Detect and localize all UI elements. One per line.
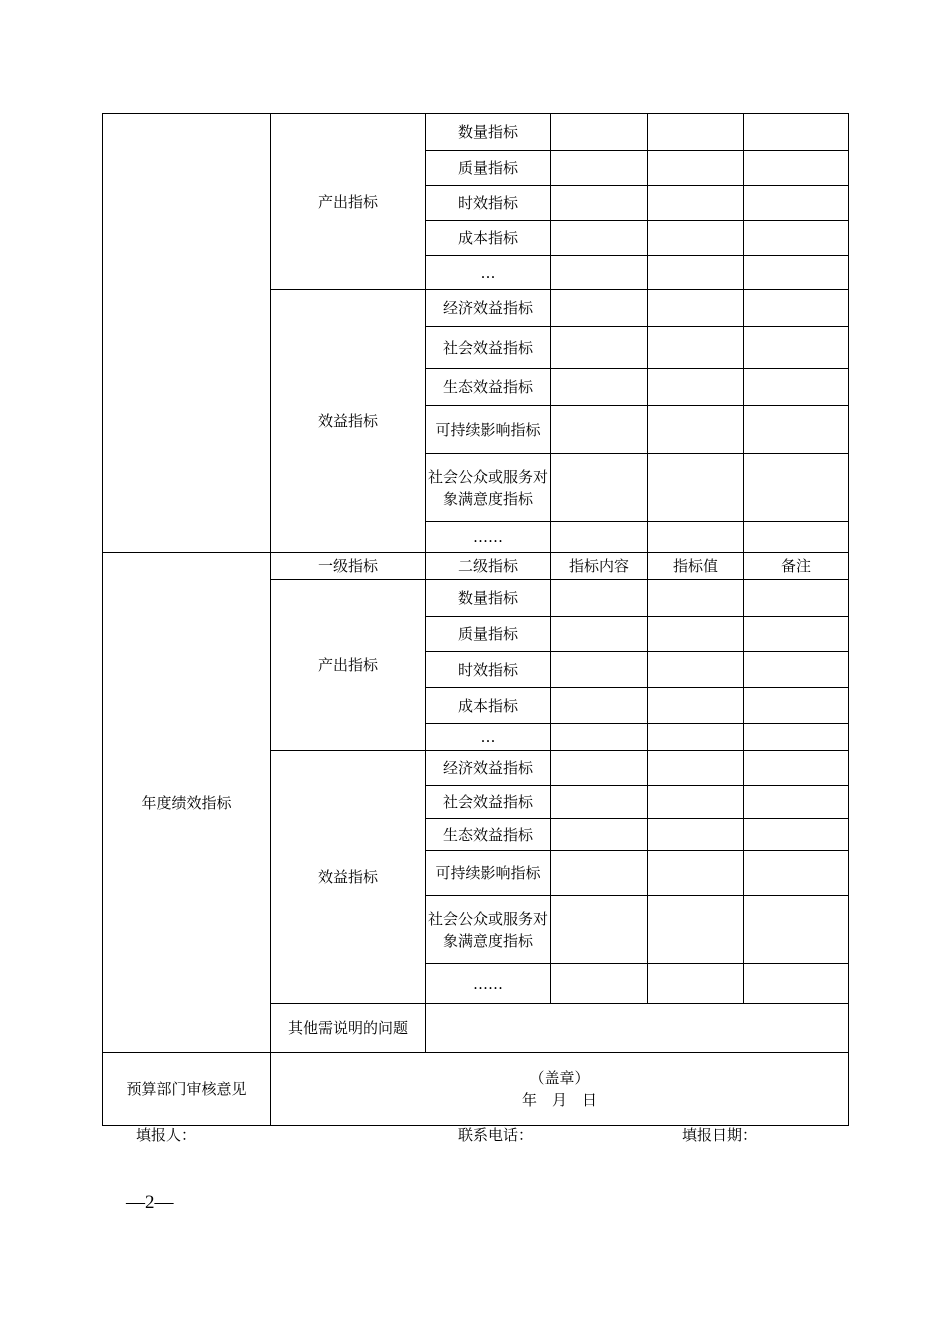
table-cell[interactable] [551, 964, 648, 1004]
other-issues-label: 其他需说明的问题 [271, 1004, 426, 1053]
table-cell[interactable] [744, 522, 849, 553]
section1-benefit-item: 生态效益指标 [426, 369, 551, 406]
header-level1: 一级指标 [271, 553, 426, 580]
table-cell[interactable] [744, 256, 849, 290]
seal-text: （盖章） [529, 1069, 590, 1087]
review-label: 预算部门审核意见 [103, 1053, 271, 1126]
header-level2: 二级指标 [426, 553, 551, 580]
section1-output-item: 时效指标 [426, 186, 551, 221]
table-cell[interactable] [551, 114, 648, 151]
table-cell[interactable] [648, 819, 744, 851]
section2-benefit-item: …… [426, 964, 551, 1004]
table-cell[interactable] [648, 186, 744, 221]
table-cell[interactable] [551, 896, 648, 964]
section2-title: 年度绩效指标 [103, 553, 271, 1053]
table-cell[interactable] [551, 221, 648, 256]
table-cell[interactable] [551, 652, 648, 688]
section1-benefit-label: 效益指标 [271, 290, 426, 553]
table-cell[interactable] [551, 186, 648, 221]
table-cell[interactable] [744, 652, 849, 688]
table-cell[interactable] [648, 786, 744, 819]
table-cell[interactable] [551, 751, 648, 786]
section1-benefit-item: 社会公众或服务对象满意度指标 [426, 454, 551, 522]
section2-benefit-label: 效益指标 [271, 751, 426, 1004]
fill-date-label: 填报日期： [682, 1126, 758, 1144]
table-cell[interactable] [648, 964, 744, 1004]
table-cell[interactable] [744, 819, 849, 851]
table-cell[interactable] [551, 819, 648, 851]
table-cell[interactable] [744, 751, 849, 786]
table-cell[interactable] [648, 221, 744, 256]
table-cell[interactable] [648, 751, 744, 786]
section1-output-item: 数量指标 [426, 114, 551, 151]
section2-benefit-item: 经济效益指标 [426, 751, 551, 786]
section2-output-item: 时效指标 [426, 652, 551, 688]
review-date: 年 月 日 [521, 1091, 597, 1109]
table-cell[interactable] [744, 617, 849, 652]
section1-benefit-item: 经济效益指标 [426, 290, 551, 327]
table-cell[interactable] [551, 786, 648, 819]
table-cell[interactable] [648, 327, 744, 369]
table-cell[interactable] [648, 369, 744, 406]
section2-benefit-item: 生态效益指标 [426, 819, 551, 851]
header-value: 指标值 [648, 553, 744, 580]
table-cell[interactable] [551, 151, 648, 186]
table-cell[interactable] [551, 454, 648, 522]
table-cell[interactable] [551, 522, 648, 553]
table-cell[interactable] [744, 896, 849, 964]
table-cell[interactable] [551, 580, 648, 617]
page-number: —2— [126, 1192, 174, 1213]
table-cell[interactable] [744, 851, 849, 896]
table-cell[interactable] [648, 580, 744, 617]
table-cell[interactable] [648, 406, 744, 454]
section2-output-item: … [426, 724, 551, 751]
section1-output-item: … [426, 256, 551, 290]
table-cell[interactable] [551, 688, 648, 724]
table-cell[interactable] [648, 522, 744, 553]
table-cell[interactable] [744, 688, 849, 724]
table-cell[interactable] [744, 580, 849, 617]
table-cell[interactable] [551, 327, 648, 369]
other-issues-field[interactable] [426, 1004, 849, 1053]
table-cell[interactable] [551, 256, 648, 290]
section1-title-cell [103, 114, 271, 553]
section2-output-item: 质量指标 [426, 617, 551, 652]
table-cell[interactable] [744, 151, 849, 186]
table-cell[interactable] [648, 688, 744, 724]
table-cell[interactable] [744, 454, 849, 522]
table-cell[interactable] [551, 724, 648, 751]
table-cell[interactable] [648, 617, 744, 652]
table-cell[interactable] [551, 617, 648, 652]
filler-label: 填报人： [136, 1126, 197, 1144]
table-cell[interactable] [551, 406, 648, 454]
header-remark: 备注 [744, 553, 849, 580]
table-cell[interactable] [551, 290, 648, 327]
section1-benefit-item: 可持续影响指标 [426, 406, 551, 454]
section1-benefit-item: …… [426, 522, 551, 553]
header-content: 指标内容 [551, 553, 648, 580]
table-cell[interactable] [744, 186, 849, 221]
table-cell[interactable] [744, 369, 849, 406]
section2-output-label: 产出指标 [271, 580, 426, 751]
table-cell[interactable] [744, 786, 849, 819]
phone-label: 联系电话： [458, 1126, 534, 1144]
table-cell[interactable] [648, 652, 744, 688]
table-cell[interactable] [648, 290, 744, 327]
section2-benefit-item: 社会公众或服务对象满意度指标 [426, 896, 551, 964]
table-cell[interactable] [744, 114, 849, 151]
table-cell[interactable] [648, 896, 744, 964]
table-cell[interactable] [744, 724, 849, 751]
section1-output-label: 产出指标 [271, 114, 426, 290]
table-cell[interactable] [648, 454, 744, 522]
table-cell[interactable] [551, 369, 648, 406]
section1-benefit-item: 社会效益指标 [426, 327, 551, 369]
table-cell[interactable] [744, 221, 849, 256]
table-cell[interactable] [648, 724, 744, 751]
section2-benefit-item: 可持续影响指标 [426, 851, 551, 896]
table-cell[interactable] [744, 290, 849, 327]
table-cell[interactable] [551, 851, 648, 896]
table-cell[interactable] [648, 114, 744, 151]
table-cell[interactable] [648, 256, 744, 290]
table-cell[interactable] [744, 964, 849, 1004]
section2-benefit-item: 社会效益指标 [426, 786, 551, 819]
table-cell[interactable] [648, 151, 744, 186]
section1-output-item: 质量指标 [426, 151, 551, 186]
section1-output-item: 成本指标 [426, 221, 551, 256]
table-cell[interactable] [744, 406, 849, 454]
table-cell[interactable] [744, 327, 849, 369]
performance-indicator-table [102, 113, 849, 1126]
review-field[interactable] [271, 1053, 849, 1126]
table-cell[interactable] [648, 851, 744, 896]
section2-output-item: 成本指标 [426, 688, 551, 724]
section2-output-item: 数量指标 [426, 580, 551, 617]
